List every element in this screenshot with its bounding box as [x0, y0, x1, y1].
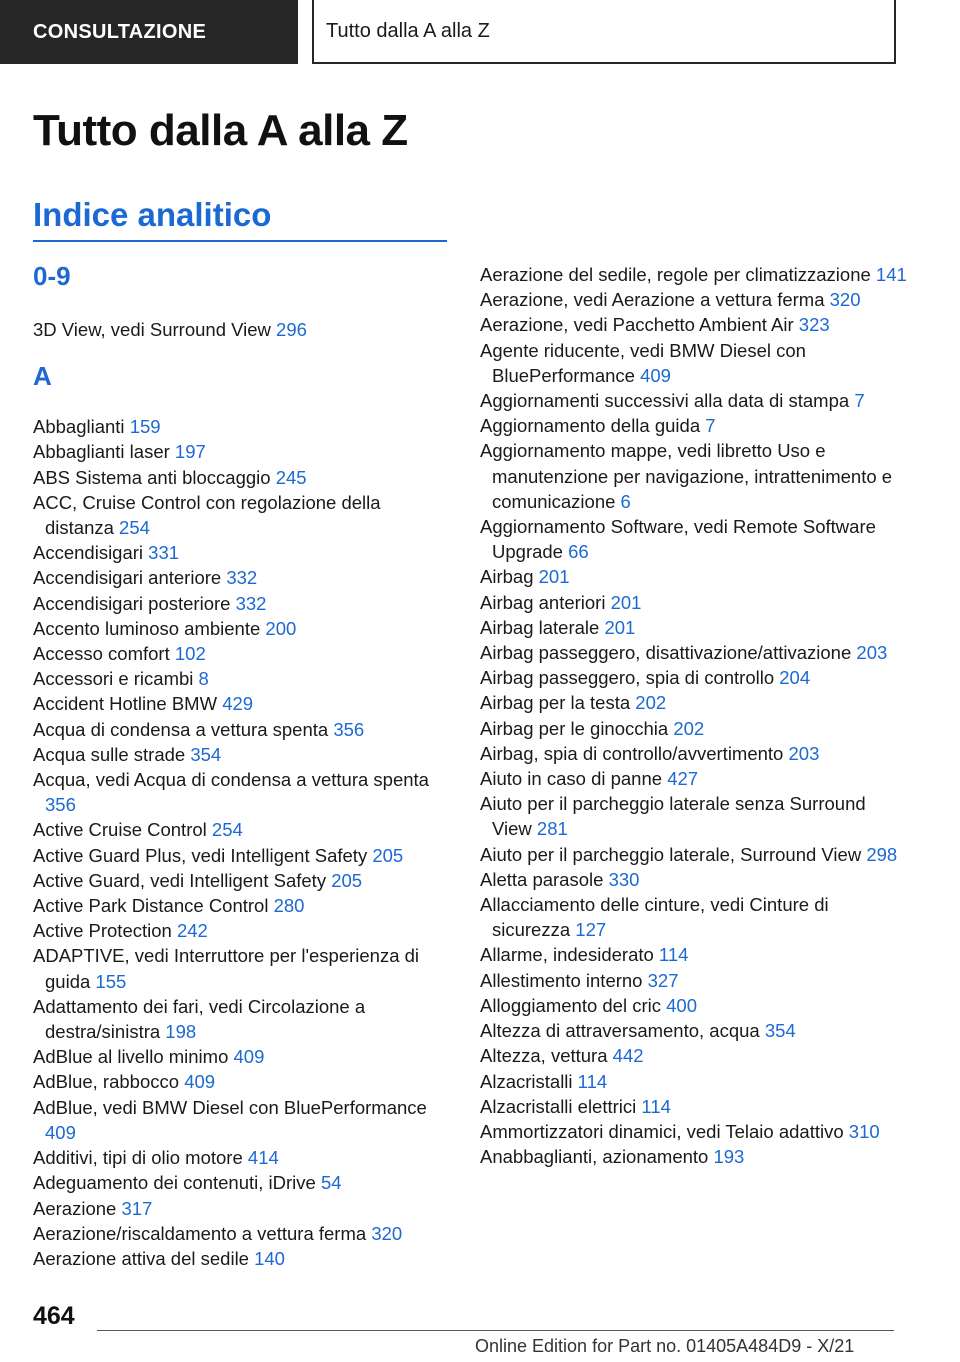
- index-entry-page-link[interactable]: 331: [148, 542, 180, 564]
- index-entry-page-link[interactable]: 429: [222, 693, 254, 715]
- index-entry: [33, 1196, 447, 1221]
- index-entry-text: Aiuto per il parcheggio laterale, Surround View: [480, 843, 862, 865]
- index-entry-text: Accident Hotline BMW: [33, 693, 218, 715]
- index-entry: [480, 993, 910, 1018]
- index-entry-page-link[interactable]: 245: [275, 466, 307, 488]
- index-entry: [480, 690, 910, 715]
- index-entry: [33, 717, 447, 742]
- index-entry: [33, 490, 447, 540]
- index-entry-text: Abbaglianti: [33, 416, 125, 438]
- index-entry-page-link[interactable]: 202: [635, 692, 667, 714]
- index-entry: [480, 514, 910, 564]
- index-entry-text: Alzacristalli elettrici: [480, 1095, 637, 1117]
- index-entry: [480, 867, 910, 892]
- index-entry-text: Acqua di condensa a vettura spenta: [33, 718, 329, 740]
- index-entry: [480, 262, 910, 287]
- index-entry: [480, 413, 910, 438]
- index-entry: [33, 439, 447, 464]
- index-entry: [33, 691, 447, 716]
- index-entry-page-link[interactable]: 201: [610, 591, 642, 613]
- index-entry: [480, 1144, 910, 1169]
- index-entry-text: Airbag laterale: [480, 616, 600, 638]
- index-entry-text: Active Cruise Control: [33, 819, 207, 841]
- index-entry: [480, 1119, 910, 1144]
- index-entry-page-link[interactable]: 6: [620, 490, 631, 512]
- index-entry-page-link[interactable]: 280: [273, 895, 305, 917]
- index-entry-page-link[interactable]: 409: [640, 364, 671, 386]
- index-entry: [33, 1221, 447, 1246]
- index-entry-text: Altezza di attraversamento, acqua: [480, 1020, 760, 1042]
- index-entry: [33, 1246, 447, 1271]
- index-entry-page-link[interactable]: 356: [333, 718, 365, 740]
- index-entry: [33, 742, 447, 767]
- page-number: 464: [33, 1302, 75, 1330]
- index-entry-text: Allestimento interno: [480, 969, 643, 991]
- index-entry-page-link[interactable]: 242: [176, 920, 208, 942]
- index-entry-text: Airbag passeggero, disattivazione/attivazione: [480, 642, 852, 664]
- index-entry: [480, 942, 910, 967]
- index-entry-text: Accendisigari: [33, 542, 144, 564]
- index-entry-text: ACC, Cruise Control con regolazione della distanza: [33, 491, 381, 539]
- index-entry-page-link[interactable]: 201: [604, 616, 636, 638]
- index-entry-text: Aerazione attiva del sedile: [33, 1247, 249, 1269]
- index-entry-page-link[interactable]: 327: [647, 969, 679, 991]
- index-entry: [33, 540, 447, 565]
- index-entry-page-link[interactable]: 201: [538, 566, 570, 588]
- index-entry-text: Accendisigari anteriore: [33, 567, 222, 589]
- index-entry: [33, 843, 447, 868]
- index-entry: [480, 615, 910, 640]
- index-entry: [33, 414, 447, 439]
- index-entry: [480, 1018, 910, 1043]
- index-entry-page-link[interactable]: 281: [536, 818, 568, 840]
- entry-list-0-9: [33, 317, 447, 342]
- index-entry-page-link[interactable]: 203: [856, 642, 888, 664]
- index-entry-page-link[interactable]: 254: [119, 517, 150, 539]
- index-subtitle: Indice analitico: [33, 196, 272, 233]
- index-entry-text: Alzacristalli: [480, 1070, 573, 1092]
- index-entry: [33, 1044, 447, 1069]
- index-entry-page-link[interactable]: 203: [788, 742, 820, 764]
- index-entry: [33, 943, 447, 993]
- index-entry-page-link[interactable]: 332: [235, 592, 267, 614]
- index-entry-text: AdBlue al livello minimo: [33, 1046, 229, 1068]
- index-entry: [33, 994, 447, 1044]
- index-entry: [33, 641, 447, 666]
- index-entry: [480, 640, 910, 665]
- index-entry-page-link[interactable]: 141: [875, 264, 907, 285]
- index-entry-page-link[interactable]: 205: [331, 869, 363, 891]
- index-entry: [33, 868, 447, 893]
- index-entry-text: Additivi, tipi di olio motore: [33, 1147, 243, 1169]
- index-entry-text: Altezza, vettura: [480, 1045, 608, 1067]
- index-entry: [480, 338, 910, 388]
- index-entry: [33, 767, 447, 817]
- index-entry: [33, 1095, 447, 1145]
- index-entry-page-link[interactable]: 197: [174, 441, 206, 463]
- index-entry-text: Aggiornamento Software, vedi Remote Software Upgrade: [480, 516, 876, 563]
- page-title: Tutto dalla A alla Z: [33, 106, 408, 155]
- index-entry: [480, 741, 910, 766]
- subtitle-underline: [33, 240, 447, 242]
- index-entry-page-link[interactable]: 310: [848, 1120, 880, 1142]
- index-entry-text: Accessori e ricambi: [33, 668, 194, 690]
- index-entry-page-link[interactable]: 332: [226, 567, 258, 589]
- index-entry-text: Aerazione del sedile, regole per climatizzazione: [480, 264, 871, 285]
- index-entry-page-link[interactable]: 66: [568, 541, 589, 563]
- index-entry-text: Accesso comfort: [33, 643, 170, 665]
- index-entry-text: Anabbaglianti, azionamento: [480, 1146, 709, 1168]
- index-entry-page-link[interactable]: 298: [866, 843, 898, 865]
- footer-divider: [97, 1330, 894, 1331]
- index-entry-text: Allarme, indesiderato: [480, 944, 654, 966]
- index-entry-text: Aggiornamento della guida: [480, 415, 701, 437]
- index-entry: [33, 666, 447, 691]
- index-entry: [480, 842, 910, 867]
- index-entry-page-link[interactable]: 200: [265, 617, 297, 639]
- index-entry-page-link[interactable]: 354: [190, 743, 222, 765]
- index-entry-page-link[interactable]: 8: [198, 668, 209, 690]
- index-entry-page-link[interactable]: 254: [211, 819, 243, 841]
- chapter-tab: Tutto dalla A alla Z: [312, 0, 896, 64]
- index-entry: [33, 591, 447, 616]
- index-column-right: [480, 262, 910, 1169]
- index-entry: [33, 1170, 447, 1195]
- index-entry: [33, 918, 447, 943]
- index-entry-text: Airbag anteriori: [480, 591, 606, 613]
- index-entry-page-link[interactable]: 323: [798, 314, 830, 336]
- index-entry-text: Ammortizzatori dinamici, vedi Telaio adattivo: [480, 1120, 844, 1142]
- index-entry-text: AdBlue, rabbocco: [33, 1071, 180, 1093]
- index-entry-text: Airbag, spia di controllo/avvertimento: [480, 742, 784, 764]
- index-entry: [33, 565, 447, 590]
- footer-edition-text: Online Edition for Part no. 01405A484D9 - X/21: [475, 1336, 855, 1356]
- letter-heading-a: A: [33, 361, 52, 392]
- index-entry-page-link[interactable]: 127: [575, 919, 607, 941]
- index-entry-text: ADAPTIVE, vedi Interruttore per l'esperienza di guida: [33, 945, 420, 992]
- index-entry-text: Active Guard, vedi Intelligent Safety: [33, 869, 327, 891]
- index-entry-text: Aerazione: [33, 1197, 117, 1219]
- index-entry-text: Aerazione/riscaldamento a vettura ferma: [33, 1222, 367, 1244]
- index-entry: [33, 817, 447, 842]
- index-entry-page-link[interactable]: 400: [666, 994, 697, 1016]
- index-entry-page-link[interactable]: 198: [165, 1021, 197, 1043]
- entry-list-a: [33, 414, 447, 1271]
- index-entry-text: Aerazione, vedi Pacchetto Ambient Air: [480, 314, 794, 336]
- index-entry-text: Aletta parasole: [480, 868, 604, 890]
- index-entry: [480, 665, 910, 690]
- index-entry-text: Acqua, vedi Acqua di condensa a vettura spenta: [33, 769, 429, 791]
- index-entry-page-link[interactable]: 193: [713, 1146, 745, 1168]
- index-entry: [480, 312, 910, 337]
- index-entry: [480, 1069, 910, 1094]
- index-entry-page-link[interactable]: 204: [779, 667, 811, 689]
- index-entry-text: Aiuto in caso di panne: [480, 768, 663, 790]
- index-entry: [480, 1043, 910, 1068]
- index-entry-page-link[interactable]: 414: [247, 1147, 279, 1169]
- index-entry: [480, 564, 910, 589]
- index-entry-text: Abbaglianti laser: [33, 441, 170, 463]
- index-entry: [480, 766, 910, 791]
- index-entry-page-link[interactable]: 330: [608, 868, 640, 890]
- index-entry-text: Adeguamento dei contenuti, iDrive: [33, 1172, 316, 1194]
- index-entry-page-link[interactable]: 320: [829, 289, 861, 311]
- index-entry: [33, 1145, 447, 1170]
- index-entry-page-link[interactable]: 409: [184, 1071, 216, 1093]
- index-entry-page-link[interactable]: 320: [371, 1222, 403, 1244]
- index-entry-text: ABS Sistema anti bloccaggio: [33, 466, 271, 488]
- index-entry-text: Accento luminoso ambiente: [33, 617, 261, 639]
- index-entry-page-link[interactable]: 317: [121, 1197, 153, 1219]
- index-entry-text: Active Guard Plus, vedi Intelligent Safety: [33, 844, 368, 866]
- section-tab: CONSULTAZIONE: [0, 0, 298, 64]
- index-entry-page-link[interactable]: 159: [129, 416, 161, 438]
- index-entry-page-link[interactable]: 114: [658, 944, 689, 966]
- index-entry-text: Active Park Distance Control: [33, 895, 269, 917]
- index-entry-text: Airbag per le ginocchia: [480, 717, 669, 739]
- index-entry: [480, 892, 910, 942]
- index-entry: [480, 791, 910, 841]
- index-entry-page-link[interactable]: 427: [667, 768, 699, 790]
- index-entry: [33, 1069, 447, 1094]
- index-entry-page-link[interactable]: 155: [95, 970, 127, 992]
- index-entry-page-link[interactable]: 442: [612, 1045, 644, 1067]
- index-column-left: [33, 258, 447, 1271]
- index-entry-text: Aiuto per il parcheggio laterale senza Surround View: [480, 793, 866, 840]
- index-entry: [33, 893, 447, 918]
- index-entry: [480, 968, 910, 993]
- index-entry-page-link[interactable]: 354: [764, 1020, 796, 1042]
- index-entry-text: Acqua sulle strade: [33, 743, 186, 765]
- index-entry: [480, 1094, 910, 1119]
- index-entry-page-link[interactable]: 114: [641, 1095, 671, 1117]
- index-entry: [480, 388, 910, 413]
- index-entry: [480, 590, 910, 615]
- index-entry-page-link[interactable]: 140: [254, 1247, 285, 1269]
- index-entry-text: AdBlue, vedi BMW Diesel con BluePerformance: [33, 1096, 427, 1118]
- index-entry-text: Aerazione, vedi Aerazione a vettura ferma: [480, 289, 825, 311]
- index-entry-page-link[interactable]: 409: [233, 1046, 265, 1068]
- index-entry-text: Airbag per la testa: [480, 692, 631, 714]
- index-entry-text: Aggiornamenti successivi alla data di stampa: [480, 390, 850, 412]
- index-entry-text: Accendisigari posteriore: [33, 592, 231, 614]
- index-entry-page-link[interactable]: 205: [372, 844, 404, 866]
- index-entry-text: Airbag: [480, 566, 534, 588]
- page-header: [0, 0, 960, 66]
- index-entry: [33, 317, 447, 342]
- index-entry-text: Active Protection: [33, 920, 172, 942]
- index-entry-text: Allacciamento delle cinture, vedi Cinture di sicurezza: [480, 894, 829, 941]
- index-entry-text: Airbag passeggero, spia di controllo: [480, 667, 775, 689]
- index-entry-page-link[interactable]: 356: [45, 794, 76, 816]
- index-entry-page-link[interactable]: 114: [577, 1070, 608, 1092]
- index-entry-text: Alloggiamento del cric: [480, 994, 661, 1016]
- index-entry-text: Agente riducente, vedi BMW Diesel con BluePerformance: [480, 339, 806, 386]
- index-entry: [33, 616, 447, 641]
- index-entry-page-link[interactable]: 202: [673, 717, 705, 739]
- index-entry-page-link[interactable]: 102: [174, 643, 206, 665]
- index-entry-text: Aggiornamento mappe, vedi libretto Uso e manutenzione per navigazione, intrattenimento e comunicazione: [480, 440, 893, 512]
- index-entry-page-link[interactable]: 409: [45, 1121, 76, 1143]
- index-entry: [480, 287, 910, 312]
- index-entry: [480, 716, 910, 741]
- index-entry-text: 3D View, vedi Surround View: [33, 319, 271, 340]
- index-entry: [480, 438, 910, 514]
- index-entry-page-link[interactable]: 7: [854, 390, 865, 412]
- index-entry-text: Adattamento dei fari, vedi Circolazione a destra/sinistra: [33, 995, 366, 1043]
- index-entry: [33, 465, 447, 490]
- index-entry-page-link[interactable]: 296: [276, 319, 307, 340]
- letter-heading-0-9: 0-9: [33, 261, 71, 291]
- index-entry-page-link[interactable]: 54: [320, 1172, 342, 1194]
- entry-list-right: [480, 262, 910, 1169]
- index-entry-page-link[interactable]: 7: [705, 415, 716, 437]
